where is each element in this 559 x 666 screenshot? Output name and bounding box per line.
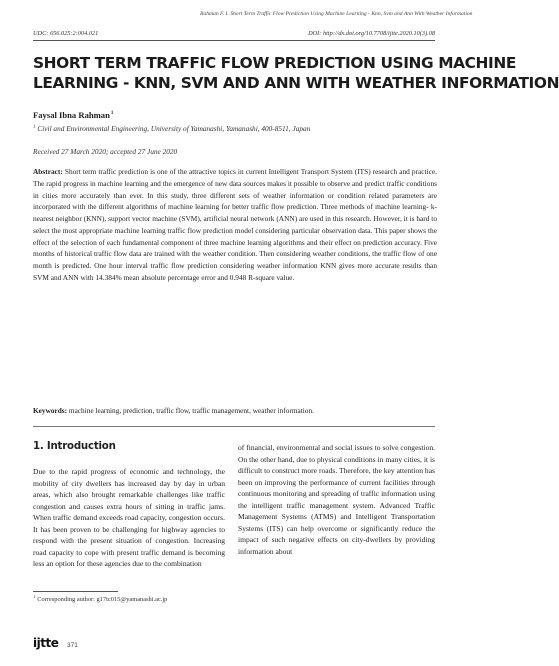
keywords-label: Keywords: [33,406,68,415]
section-divider [33,426,435,427]
keywords [33,406,437,415]
abstract [33,166,437,284]
journal-logo [33,637,58,649]
journal-logo-text: ijtte [33,636,59,650]
affiliation-text: Civil and Environmental Engineering, University of Yamanashi, Yamanashi, 400-8511, Japan [37,124,311,133]
body-right-column: of financial, environmental and social issues to solve congestion. On the other hand, due to physical conditions in many cities, it is difficult to construct more roads. Therefore, the key attention has been on improving the performance of current facilities through continuous monitoring and spreading of traffic information using the intelligent traffic management system. Advanced Traffic Management Systems (ATMS) and Intelligent Transportation Systems (ITS) can help overcome or significantly reduce the impact of such negative effects on city-dwellers by providing information about [238,443,435,556]
footnote [33,594,167,603]
author-mark: 1 [110,111,114,117]
affiliation [33,124,310,133]
running-head: Rahman F. I. Short Term Traffic Flow Prediction Using Machine Learning - Knn, Svm and Ann With Weather Information [200,11,473,17]
page-number: 371 [67,642,78,649]
footnote-mark: 1 [33,594,36,599]
keywords-text: machine learning, prediction, traffic flow, traffic management, weather information. [68,406,314,415]
paper-title [33,53,559,93]
section-heading: 1. Introduction [33,441,116,452]
footnote-rule [33,591,118,592]
abstract-text: Short term traffic prediction is one of the attractive topics in current Intelligent Transport System (ITS) research and practice. The rapid progress in machine learning and the emergence of new data sources makes it possible to observe and predict traffic conditions in cities more accurately than ever. In this study, three different sets of weather information or condition related parameters are incorporated with the different algorithms of machine learning for better traffic flow prediction. Three methods of machine learning- k-nearest neighbor (KNN), support vector machine (SVM), artificial neural network (ANN) are used in this research. However, it is hard to select the most appropriate machine learning traffic flow prediction model considering particular observation data. This paper shows the effect of the selection of each fundamental component of three machine learning algorithms and their effect on prediction accuracy. Five months of historical traffic flow data are trained with the weather condition. Then considering weather conditions, the traffic flow of one month is predicted. One hour interval traffic flow prediction considering weather information KNN gives more accurate results than SVM and ANN with 14.384% mean absolute percentage error and 0.948 R-square value. [33,167,437,282]
doi-link[interactable]: DOI: http://dx.doi.org/10.7708/ijtte.2020.10(3).08 [308,30,435,37]
footnote-text[interactable]: Corresponding author: g17tc015@yamanashi.ac.jp [37,596,168,604]
author-line [33,110,113,120]
author-name: Faysal Ibna Rahman [33,110,110,120]
affiliation-mark: 1 [33,124,36,130]
header-rule [33,40,435,41]
body-left-column: Due to the rapid progress of economic and technology, the mobility of city dwellers has increased day by day in urban areas, which also brought remarkable challenges like traffic congestion and causes extra hours of sitting in traffic jams. When traffic demand exceeds road capacity, congestion occurs. It has been proven to be challenging for highway agencies to respond with the present situation of congestion. Increasing road capacity to cope with present traffic demand is becoming less an option for these agencies due to the combination [33,467,225,569]
paper-title-line-2: LEARNING - KNN, SVM AND ANN WITH WEATHER INFORMATION [33,74,559,92]
received-dates: Received 27 March 2020; accepted 27 June 2020 [33,147,178,156]
abstract-label: Abstract: [33,167,63,176]
udc-code: UDC: 656.025:2:004.021 [33,30,99,37]
paper-title-line-1: SHORT TERM TRAFFIC FLOW PREDICTION USING MACHINE [33,54,516,72]
